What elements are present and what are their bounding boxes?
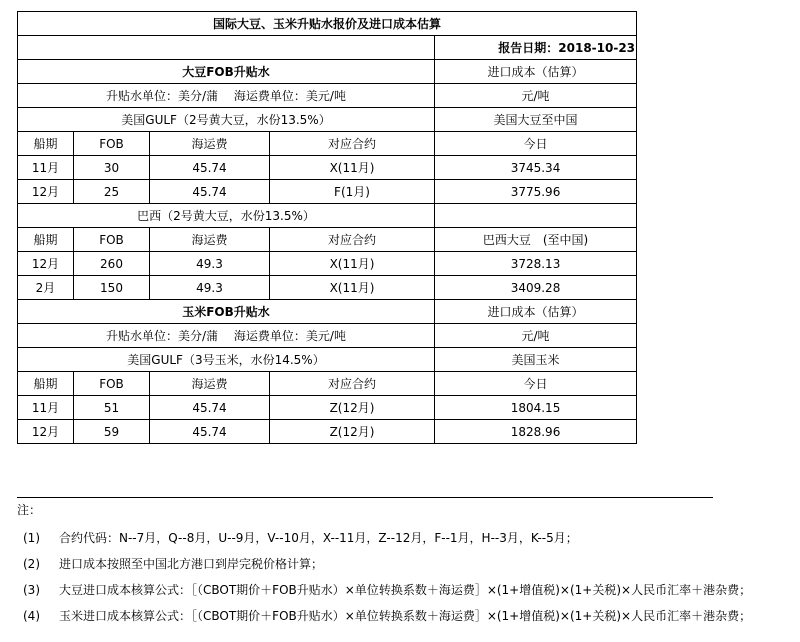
col-header-ship: 船期 (18, 228, 74, 252)
corn-section-title: 玉米FOB升贴水 (18, 300, 435, 324)
cell-today: 3409.28 (435, 276, 637, 300)
cell-fob: 25 (74, 180, 150, 204)
divider (17, 497, 713, 498)
note-text: 合约代码：N--7月，Q--8月，U--9月，V--10月，X--11月，Z--12月，F--1月，H--3月，K--5月； (59, 531, 578, 545)
cell-freight: 45.74 (150, 156, 270, 180)
table-row (18, 396, 637, 420)
col-header-today: 今日 (435, 132, 637, 156)
soy-units-row (18, 84, 637, 108)
cell-today: 1804.15 (435, 396, 637, 420)
cell-ship: 11月 (18, 156, 74, 180)
us-soy-origin-row (18, 108, 637, 132)
note-text: 玉米进口成本核算公式：［（CBOT期价＋FOB升贴水）×单位转换系数＋海运费］×(1+增值税)×(1+关税)×人民币汇率＋港杂费； (59, 609, 752, 623)
cell-fob: 30 (74, 156, 150, 180)
corn-cost-header: 进口成本（估算） (435, 300, 637, 324)
soy-cost-unit: 元/吨 (435, 84, 637, 108)
corn-units: 升贴水单位：美分/蒲 海运费单位：美元/吨 (18, 324, 435, 348)
soy-cost-header: 进口成本（估算） (435, 60, 637, 84)
note-item (17, 557, 323, 571)
cell-fob: 59 (74, 420, 150, 444)
cell-contract: F(1月) (270, 180, 435, 204)
cell-fob: 260 (74, 252, 150, 276)
table-row (18, 420, 637, 444)
col-header-today: 今日 (435, 372, 637, 396)
note-number: (3) (23, 583, 40, 597)
cell-today: 3775.96 (435, 180, 637, 204)
col-header-contract: 对应合约 (270, 132, 435, 156)
cell-ship: 12月 (18, 420, 74, 444)
cell-fob: 51 (74, 396, 150, 420)
note-number: (1) (23, 531, 40, 545)
br-soy-dest: 巴西大豆 (至中国) (435, 228, 637, 252)
report-date: 报告日期：2018-10-23 (435, 36, 637, 60)
cell-today: 3728.13 (435, 252, 637, 276)
note-number: (4) (23, 609, 40, 623)
col-header-ship: 船期 (18, 132, 74, 156)
cell-contract: X(11月) (270, 156, 435, 180)
corn-origin-row (18, 348, 637, 372)
col-header-ship: 船期 (18, 372, 74, 396)
quote-table (17, 11, 637, 444)
corn-units-row (18, 324, 637, 348)
table-row (18, 276, 637, 300)
page-title: 国际大豆、玉米升贴水报价及进口成本估算 (18, 12, 637, 36)
table-row (18, 252, 637, 276)
table-row (18, 156, 637, 180)
corn-header-row (18, 300, 637, 324)
cell-freight: 49.3 (150, 276, 270, 300)
cell-freight: 45.74 (150, 420, 270, 444)
table-row (18, 180, 637, 204)
col-header-fob: FOB (74, 372, 150, 396)
cell-contract: Z(12月) (270, 396, 435, 420)
cell-contract: X(11月) (270, 252, 435, 276)
corn-origin: 美国GULF（3号玉米，水份14.5%） (18, 348, 435, 372)
cell-ship: 12月 (18, 180, 74, 204)
note-number: (2) (23, 557, 40, 571)
col-header-freight: 海运费 (150, 132, 270, 156)
note-item (17, 609, 751, 623)
col-header-contract: 对应合约 (270, 372, 435, 396)
cell-freight: 45.74 (150, 396, 270, 420)
corn-cost-unit: 元/吨 (435, 324, 637, 348)
corn-col-header-row (18, 372, 637, 396)
cell-fob: 150 (74, 276, 150, 300)
col-header-fob: FOB (74, 132, 150, 156)
cell-ship: 2月 (18, 276, 74, 300)
col-header-freight: 海运费 (150, 228, 270, 252)
cell-freight: 49.3 (150, 252, 270, 276)
cell-today: 1828.96 (435, 420, 637, 444)
date-row (18, 36, 637, 60)
soy-header-row (18, 60, 637, 84)
col-header-freight: 海运费 (150, 372, 270, 396)
cell-contract: Z(12月) (270, 420, 435, 444)
note-text: 大豆进口成本核算公式：［（CBOT期价＋FOB升贴水）×单位转换系数＋海运费］×(1+增值税)×(1+关税)×人民币汇率＋港杂费； (59, 583, 752, 597)
notes-label: 注： (17, 503, 42, 517)
cell-today: 3745.34 (435, 156, 637, 180)
col-header-contract: 对应合约 (270, 228, 435, 252)
soy-units: 升贴水单位：美分/蒲 海运费单位：美元/吨 (18, 84, 435, 108)
note-text: 进口成本按照至中国北方港口到岸完税价格计算； (59, 557, 324, 571)
col-header-fob: FOB (74, 228, 150, 252)
br-soy-col-header-row (18, 228, 637, 252)
cell-freight: 45.74 (150, 180, 270, 204)
us-soy-origin: 美国GULF（2号黄大豆，水份13.5%） (18, 108, 435, 132)
cell-contract: X(11月) (270, 276, 435, 300)
br-soy-origin-row (18, 204, 637, 228)
cell-ship: 12月 (18, 252, 74, 276)
note-item (17, 583, 751, 597)
cell-ship: 11月 (18, 396, 74, 420)
br-soy-origin: 巴西（2号黄大豆，水份13.5%） (18, 204, 435, 228)
soy-section-title: 大豆FOB升贴水 (18, 60, 435, 84)
title-row (18, 12, 637, 36)
us-soy-col-header-row (18, 132, 637, 156)
note-item (17, 531, 578, 545)
us-soy-dest: 美国大豆至中国 (435, 108, 637, 132)
corn-dest: 美国玉米 (435, 348, 637, 372)
